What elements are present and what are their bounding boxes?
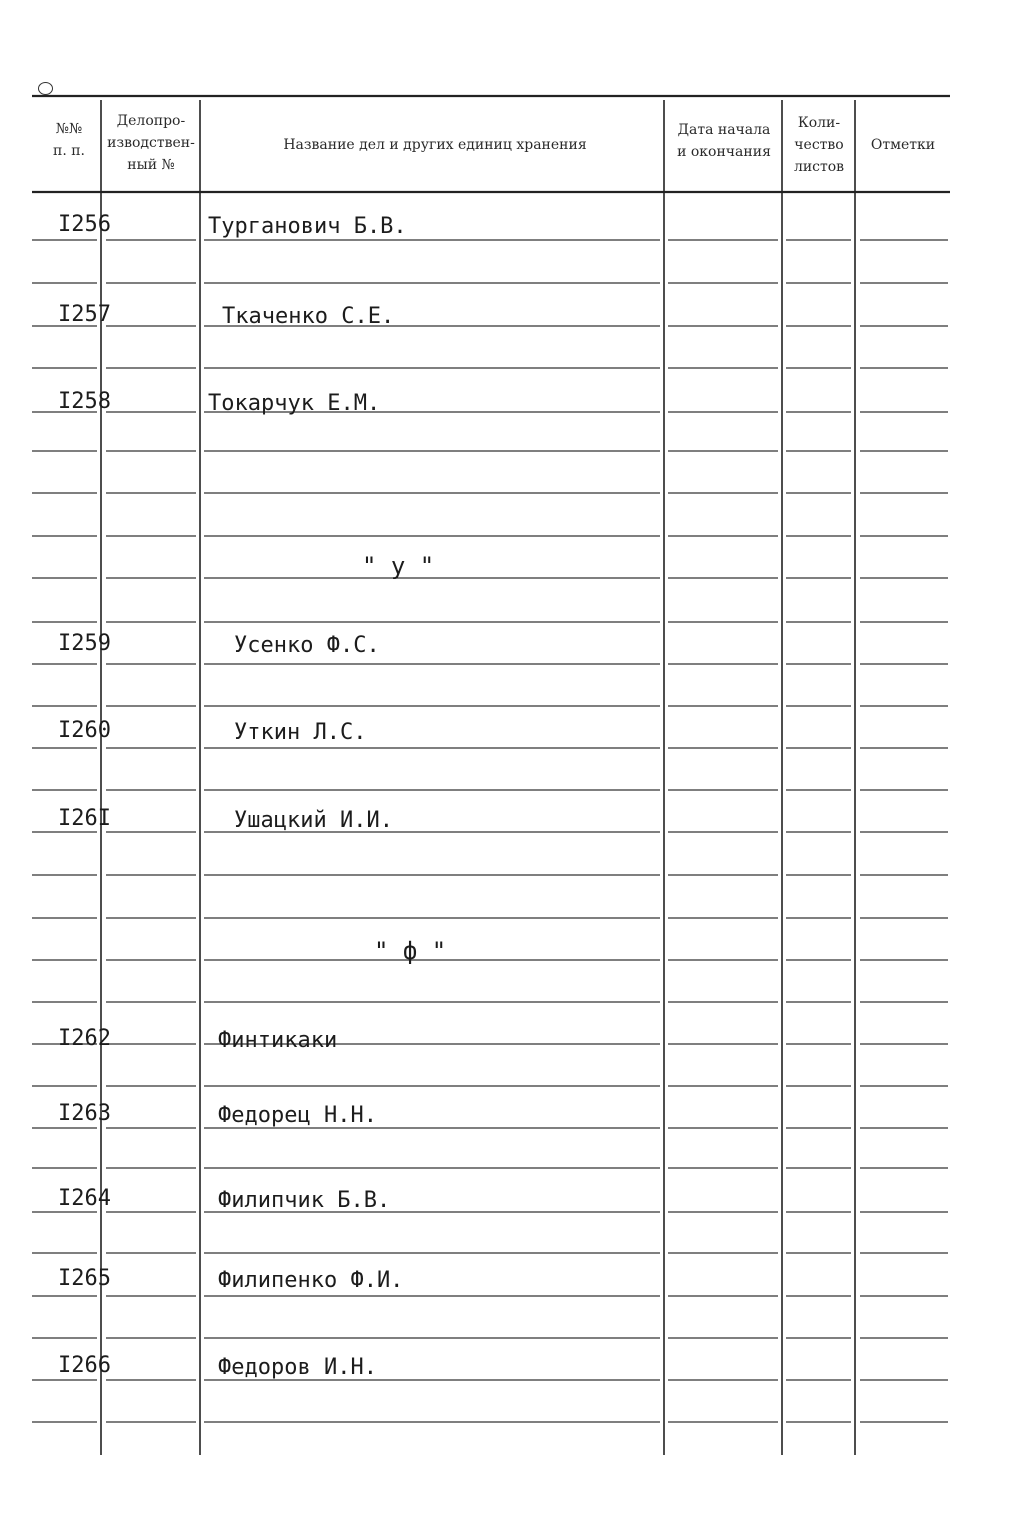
row-number: I26I bbox=[58, 806, 111, 831]
header-col-dates: Дата начала и окончания bbox=[677, 122, 771, 160]
row-name: Ткаченко С.Е. bbox=[222, 304, 395, 329]
row-name: Федоров И.Н. bbox=[218, 1355, 377, 1380]
punch-hole-mark bbox=[38, 82, 53, 95]
row-name: Токарчук Е.М. bbox=[208, 391, 381, 416]
row-name: Финтикаки bbox=[218, 1028, 338, 1053]
row-number: I256 bbox=[58, 212, 111, 237]
row-number: I257 bbox=[58, 302, 111, 327]
row-name: Филипчик Б.В. bbox=[218, 1188, 391, 1213]
row-name: Усенко Ф.С. bbox=[234, 633, 380, 658]
section-letter: " у " bbox=[362, 552, 435, 580]
row-name: Уткин Л.С. bbox=[234, 720, 367, 745]
row-name: Турганович Б.В. bbox=[208, 214, 407, 239]
row-name: Федорец Н.Н. bbox=[218, 1103, 377, 1128]
header-col-sheets: Коли- чество листов bbox=[793, 115, 845, 175]
row-name: Филипенко Ф.И. bbox=[218, 1268, 404, 1293]
row-number: I260 bbox=[58, 718, 111, 743]
header-col-office-number: Делопро- изводствен- ный № bbox=[107, 113, 195, 173]
row-number: I262 bbox=[58, 1026, 111, 1051]
row-number: I264 bbox=[58, 1186, 111, 1211]
header-col-number: №№ п. п. bbox=[52, 121, 85, 159]
row-number: I263 bbox=[58, 1101, 111, 1126]
row-name: Ушацкий И.И. bbox=[234, 808, 393, 833]
row-number: I259 bbox=[58, 631, 111, 656]
header-col-notes: Отметки bbox=[870, 137, 936, 153]
section-letter: " ф " bbox=[374, 937, 447, 965]
header-col-title: Название дел и других единиц хранения bbox=[283, 137, 587, 153]
row-number: I266 bbox=[58, 1353, 111, 1378]
row-number: I265 bbox=[58, 1266, 111, 1291]
row-number: I258 bbox=[58, 389, 111, 414]
